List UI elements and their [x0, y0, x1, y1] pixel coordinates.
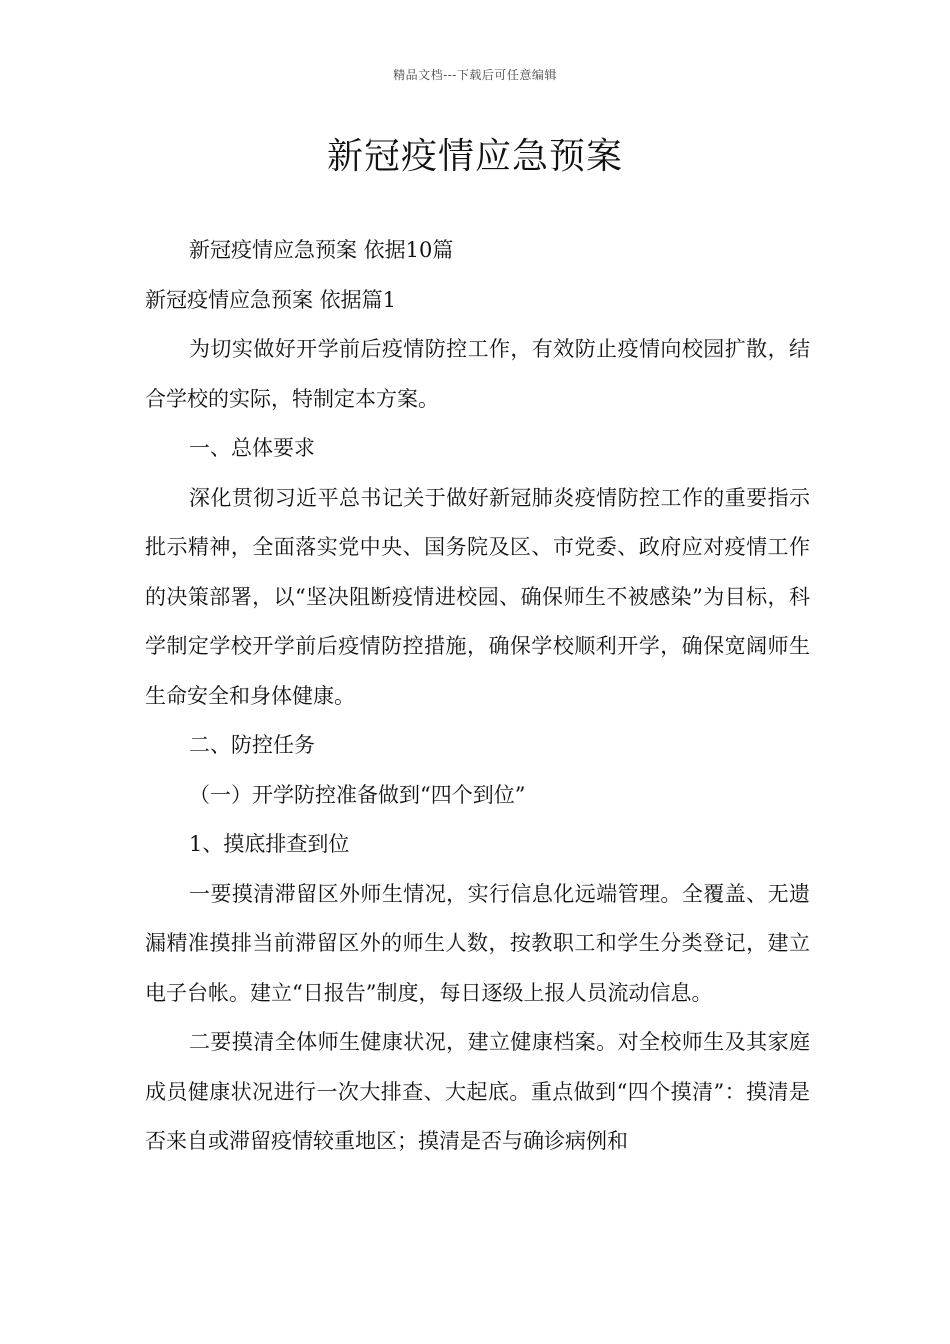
subheading-four-in-place: （一）开学防控准备做到“四个到位”	[189, 782, 526, 807]
investigation-paragraph-1: 一要摸清滞留区外师生情况，实行信息化远端管理。全覆盖、无遗漏精准摸排当前滞留区外的师生人数，按教职工和学生分类登记，建立电子台帐。建立“日报告”制度，每日逐级上报人员流动信息。	[145, 881, 810, 1005]
section-heading-paragraph: 新冠疫情应急预案 依据篇1	[145, 287, 397, 312]
investigation-paragraph-2: 二要摸清全体师生健康状况，建立健康档案。对全校师生及其家庭成员健康状况进行一次大排查、大起底。重点做到“四个摸清”：摸清是否来自或滞留疫情较重地区；摸清是否与确诊病例和	[145, 1030, 810, 1153]
subtitle-paragraph: 新冠疫情应急预案 依据10篇	[189, 238, 454, 262]
general-requirements-paragraph: 深化贯彻习近平总书记关于做好新冠肺炎疫情防控工作的重要指示批示精神，全面落实党中央、国务院及区、市党委、政府应对疫情工作的决策部署，以“坚决阻断疫情进校园、确保师生不被感染”为目标，科学制定学校开学前后疫情防控措施，确保学校顺利开学，确保宽阔师生生命安全和身体健康。	[145, 485, 810, 708]
heading-general-requirements: 一、总体要求	[189, 436, 315, 460]
document-title: 新冠疫情应急预案	[326, 136, 623, 177]
header-note: 精品文档---下载后可任意编辑	[393, 68, 557, 82]
subheading-investigation: 1、摸底排查到位	[189, 832, 350, 856]
heading-control-tasks: 二、防控任务	[189, 733, 315, 757]
intro-paragraph: 为切实做好开学前后疫情防控工作，有效防止疫情向校园扩散，结合学校的实际，特制定本方案。	[145, 337, 810, 411]
document-body	[145, 226, 810, 1167]
